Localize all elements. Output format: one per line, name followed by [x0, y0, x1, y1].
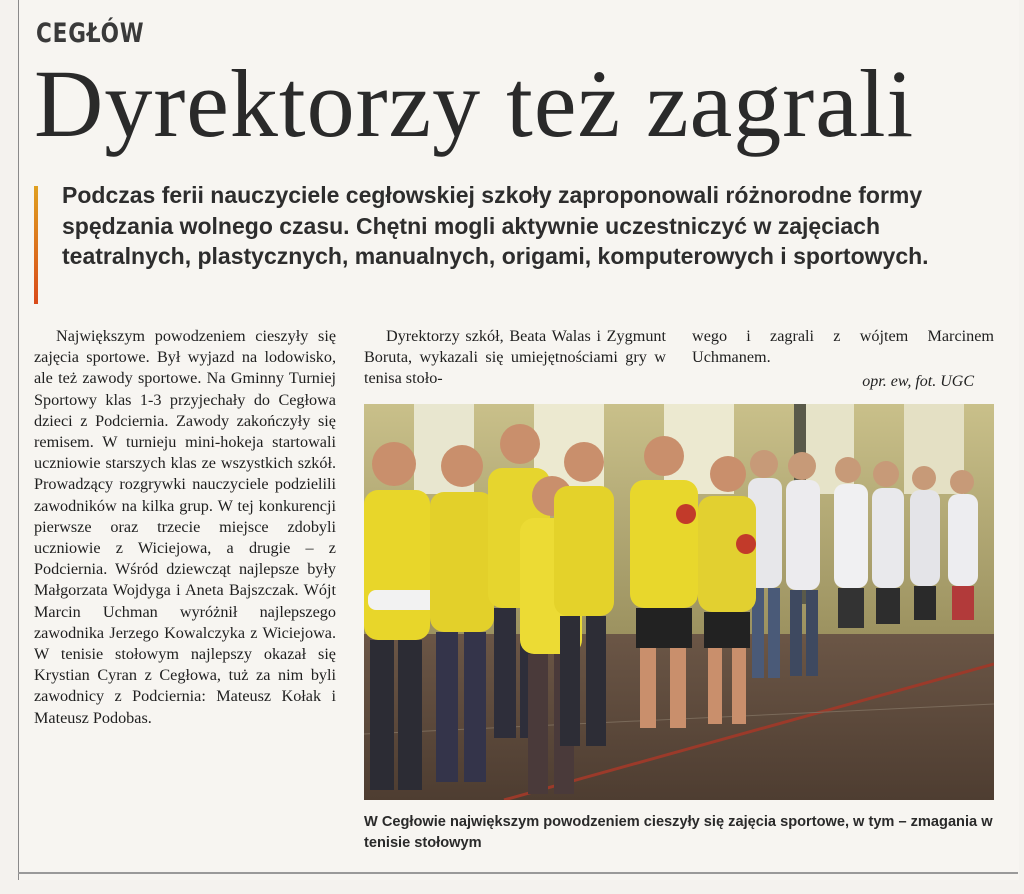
bottom-rule — [18, 872, 1018, 874]
body-column-2: Dyrektorzy szkół, Beata Walas i Zygmunt Boruta, wykazali się umiejętnościami gry w tenisa stoło- — [364, 327, 666, 388]
photo-credit: opr. ew, fot. UGC — [862, 373, 974, 390]
body-column-1: Największym powodzeniem cieszyły się zajęcia sportowe. Był wyjazd na lodowisko, ale też zawody sportowe. Na Gminny Turniej Sportowy klas 1-3 przyjechały do Cegłowa dzieci z Podciernia. Zawody zakończyły się remisem. W turnieju mini-hokeja startowali uczniowie starszych klas ze wszystkich szkół. Prowadzący rozgrywki nauczyciele podzielili zawodników na kilka grup. W tej konkurencji pierwsze oraz trzecie miejsce zdobyli uczniowie z Wiciejowa, a drugie – z Podciernia. Wśród dziewcząt najlepsze były Małgorzata Wojdyga i Aneta Bajszczak. Wójt Marcin Uchman wyróżnił najlepszego zawodnika Jerzego Kowalczyka z Wiciejowa. W tenisie stołowym najlepszy okazał się Krystian Cyran z Cegłowa, tuż za nim byli zawodnicy z Podciernia: Mateusz Kołak i Mateusz Podobas. — [34, 327, 336, 727]
photo-illustration — [364, 404, 994, 800]
lead-paragraph: Podczas ferii nauczyciele cegłowskiej szkoły zaproponowali różnorodne formy spędzania wolnego czasu. Chętni mogli aktywnie uczestniczyć w zajęciach teatralnych, plastycznych, manualnych, origami, komputerowych i sportowych. — [62, 182, 929, 269]
section-label: CEGŁÓW — [36, 18, 145, 49]
headline: Dyrektorzy też zagrali — [34, 50, 915, 157]
body-column-3: wego i zagrali z wójtem Marcinem Uchmanem. — [692, 327, 994, 367]
photo-caption: W Cegłowie największym powodzeniem cieszyły się zajęcia sportowe, w tym – zmagania w tenisie stołowym — [364, 814, 993, 851]
lead-accent-bar — [34, 186, 38, 304]
article-photo — [364, 404, 994, 800]
